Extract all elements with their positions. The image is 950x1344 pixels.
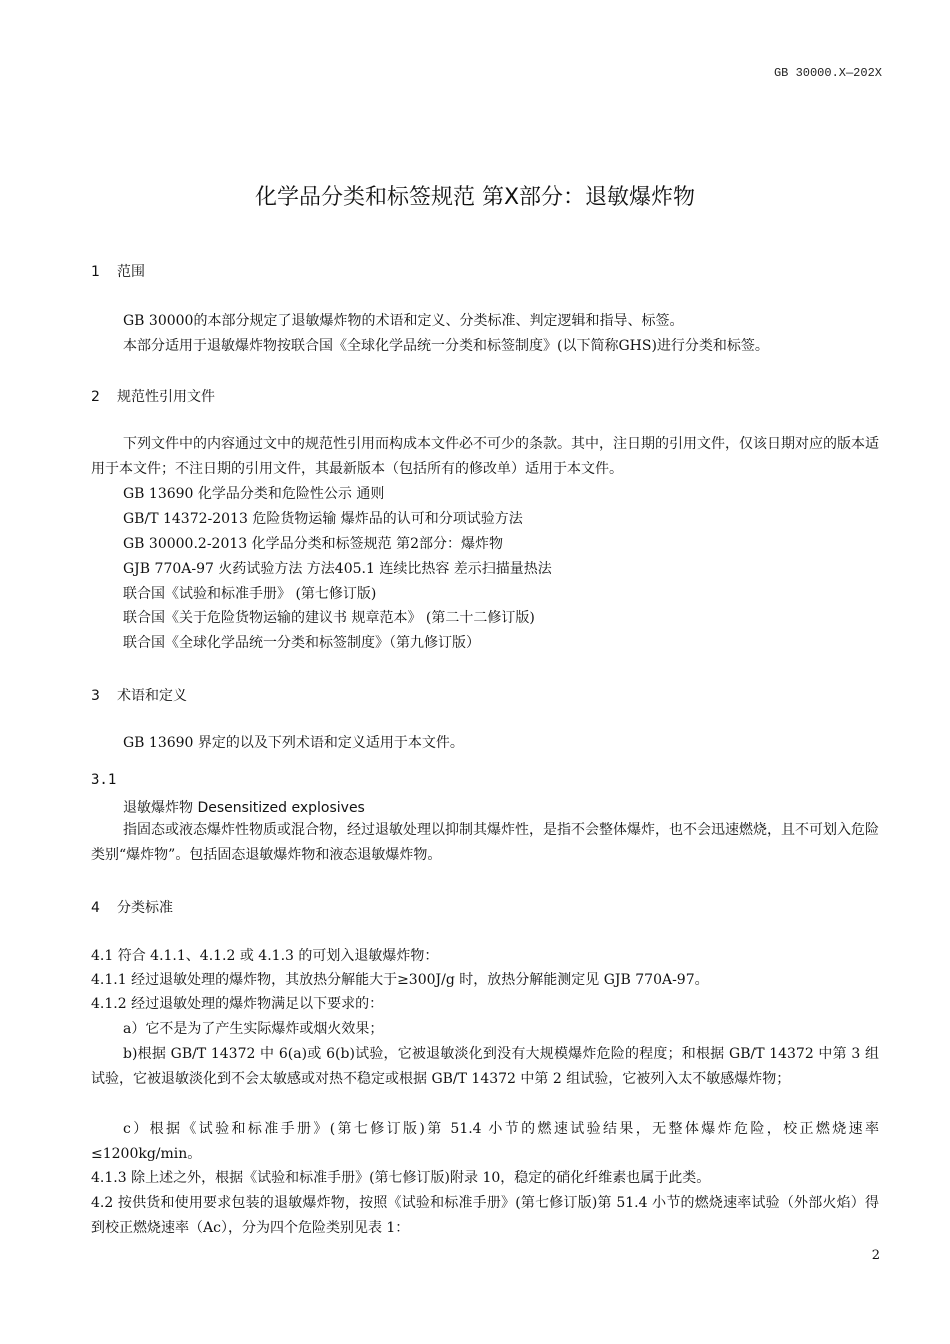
term-definition: 指固态或液态爆炸性物质或混合物，经过退敏处理以抑制其爆炸性，是指不会整体爆炸，也不会迅速燃烧，且不可划入危险类别“爆炸物”。包括固态退敏爆炸物和液态退敏爆炸物。 — [91, 822, 879, 863]
page-number: 2 — [871, 1248, 880, 1263]
paragraph: GB 13690 界定的以及下列术语和定义适用于本文件。 — [123, 735, 464, 751]
list-item-c: c）根据《试验和标准手册》(第七修订版)第 51.4 小节的燃速试验结果，无整体爆炸危险，校正燃烧速率≤1200kg/min。 — [91, 1121, 879, 1162]
section-number: 3 — [91, 688, 100, 704]
term-entry: 退敏爆炸物 Desensitized explosives — [123, 800, 365, 816]
reference-item: GB/T 14372-2013 危险货物运输 爆炸品的认可和分项试验方法 — [123, 511, 523, 527]
reference-item: GB 13690 化学品分类和危险性公示 通则 — [123, 486, 385, 502]
paragraph: 下列文件中的内容通过文中的规范性引用而构成本文件必不可少的条款。其中，注日期的引用文件，仅该日期对应的版本适用于本文件；不注日期的引用文件，其最新版本（包括所有的修改单）适用于本文件。 — [91, 436, 879, 477]
document-code: GB 30000.X—202X — [773, 66, 882, 80]
clause-4-1-3: 4.1.3 除上述之外，根据《试验和标准手册》(第七修订版)附录 10，稳定的硝化纤维素也属于此类。 — [91, 1170, 711, 1186]
section-title: 分类标准 — [117, 900, 173, 916]
clause-4-1-2: 4.1.2 经过退敏处理的爆炸物满足以下要求的： — [91, 996, 384, 1012]
paragraph: 本部分适用于退敏爆炸物按联合国《全球化学品统一分类和标签制度》(以下简称GHS)进行分类和标签。 — [123, 338, 769, 354]
section-3-heading — [91, 685, 187, 705]
section-1-heading — [91, 261, 145, 281]
section-number: 4 — [91, 900, 100, 916]
section-title: 规范性引用文件 — [117, 389, 215, 405]
reference-item: GB 30000.2-2013 化学品分类和标签规范 第2部分：爆炸物 — [123, 536, 503, 552]
section-title: 范围 — [117, 264, 145, 280]
section-4-heading — [91, 897, 173, 917]
section-title: 术语和定义 — [117, 688, 187, 704]
section-number: 2 — [91, 389, 100, 405]
list-item-b: b)根据 GB/T 14372 中 6(a)或 6(b)试验，它被退敏淡化到没有大规模爆炸危险的程度；和根据 GB/T 14372 中第 3 组试验，它被退敏淡化到不会太敏感或对热不稳定或根据 GB/T 14372 中第 2 组试验，它被列入太不敏感爆炸物； — [91, 1046, 879, 1087]
reference-item: 联合国《全球化学品统一分类和标签制度》（第九修订版） — [123, 635, 480, 651]
clause-4-1: 4.1 符合 4.1.1、4.1.2 或 4.1.3 的可划入退敏爆炸物： — [91, 948, 439, 964]
document-title: 化学品分类和标签规范 第X部分：退敏爆炸物 — [254, 185, 696, 210]
clause-4-2: 4.2 按供货和使用要求包装的退敏爆炸物，按照《试验和标准手册》(第七修订版)第 51.4 小节的燃烧速率试验（外部火焰）得到校正燃烧速率（Ac），分为四个危险类别见表 1： — [91, 1195, 879, 1236]
section-2-heading — [91, 386, 215, 406]
reference-item: 联合国《关于危险货物运输的建议书 规章范本》 (第二十二修订版) — [123, 610, 535, 626]
reference-item: GJB 770A-97 火药试验方法 方法405.1 连续比热容 差示扫描量热法 — [123, 561, 552, 577]
clause-4-1-1: 4.1.1 经过退敏处理的爆炸物，其放热分解能大于≥300J/g 时，放热分解能测定见 GJB 770A-97。 — [91, 972, 709, 988]
section-number: 1 — [91, 264, 100, 280]
paragraph: GB 30000的本部分规定了退敏爆炸物的术语和定义、分类标准、判定逻辑和指导、标签。 — [123, 313, 684, 329]
list-item-a: a）它不是为了产生实际爆炸或烟火效果； — [123, 1021, 384, 1037]
clause-number: 3.1 — [91, 772, 117, 788]
reference-item: 联合国《试验和标准手册》 (第七修订版) — [123, 586, 377, 602]
